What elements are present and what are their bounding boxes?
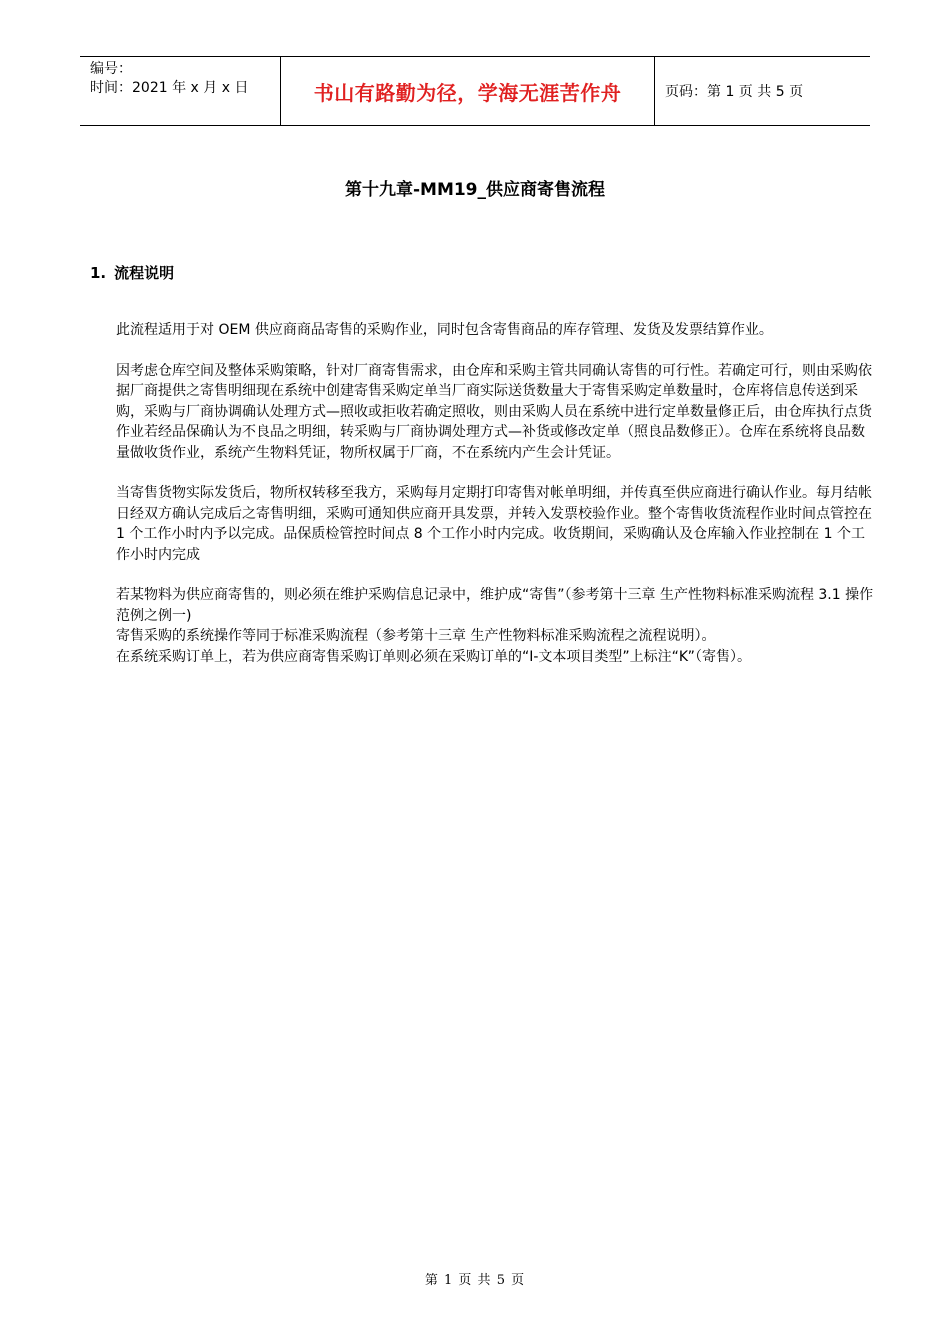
section-body bbox=[116, 320, 876, 667]
paragraph-scope: 此流程适用于对 OEM 供应商商品寄售的采购作业，同时包含寄售商品的库存管理、发货及发票结算作业。 bbox=[116, 322, 773, 338]
section-number: 1. bbox=[90, 264, 107, 282]
section-title: 流程说明 bbox=[114, 264, 175, 282]
header-motto-cell bbox=[281, 57, 655, 125]
page-footer: 第 1 页 共 5 页 bbox=[424, 1273, 526, 1288]
section-heading bbox=[90, 262, 174, 283]
note-item-category: 在系统采购订单上，若为供应商寄售采购订单则必须在采购订单的“I-文本项目类型”上标注“K”（寄售）。 bbox=[116, 648, 751, 665]
document-time: 时间：2021 年 x 月 x 日 bbox=[90, 80, 249, 96]
note-info-record: 若某物料为供应商寄售的，则必须在维护采购信息记录中，维护成“寄售”（参考第十三章 生产性物料标准采购流程 3.1 操作范例之例一) bbox=[116, 587, 874, 624]
header-page-info: 页码：第 1 页 共 5 页 bbox=[665, 84, 804, 100]
header-motto: 书山有路勤为径，学海无涯苦作舟 bbox=[313, 80, 622, 105]
header-meta bbox=[80, 57, 281, 125]
paragraph-settlement: 当寄售货物实际发货后，物所权转移至我方，采购每月定期打印寄售对帐单明细，并传真至供应商进行确认作业。每月结帐日经双方确认完成后之寄售明细，采购可通知供应商开具发票，并转入发票校验作业。整个寄售收货流程作业时间点管控在 1 个工作小时内予以完成。品保质检管控时间点 8 个工作小时内完成。收货期间，采购确认及仓库输入作业控制在 1 个工作小时内完成 bbox=[116, 485, 872, 563]
document-number-label: 编号： bbox=[90, 61, 132, 77]
page-title: 第十九章-MM19_供应商寄售流程 bbox=[344, 180, 606, 200]
page-header bbox=[80, 56, 870, 126]
paragraph-process: 因考虑仓库空间及整体采购策略，针对厂商寄售需求，由仓库和采购主管共同确认寄售的可行性。若确定可行，则由采购依据厂商提供之寄售明细现在系统中创建寄售采购定单当厂商实际送货数量大于寄售采购定单数量时，仓库将信息传送到采购，采购与厂商协调确认处理方式—照收或拒收若确定照收，则由采购人员在系统中进行定单数量修正后，由仓库执行点货作业若经品保确认为不良品之明细，转采购与厂商协调处理方式—补货或修改定单（照良品数修正）。仓库在系统将良品数量做收货作业，系统产生物料凭证，物所权属于厂商，不在系统内产生会计凭证。 bbox=[116, 362, 872, 461]
note-system-operation: 寄售采购的系统操作等同于标准采购流程（参考第十三章 生产性物料标准采购流程之流程说明）。 bbox=[116, 628, 716, 644]
